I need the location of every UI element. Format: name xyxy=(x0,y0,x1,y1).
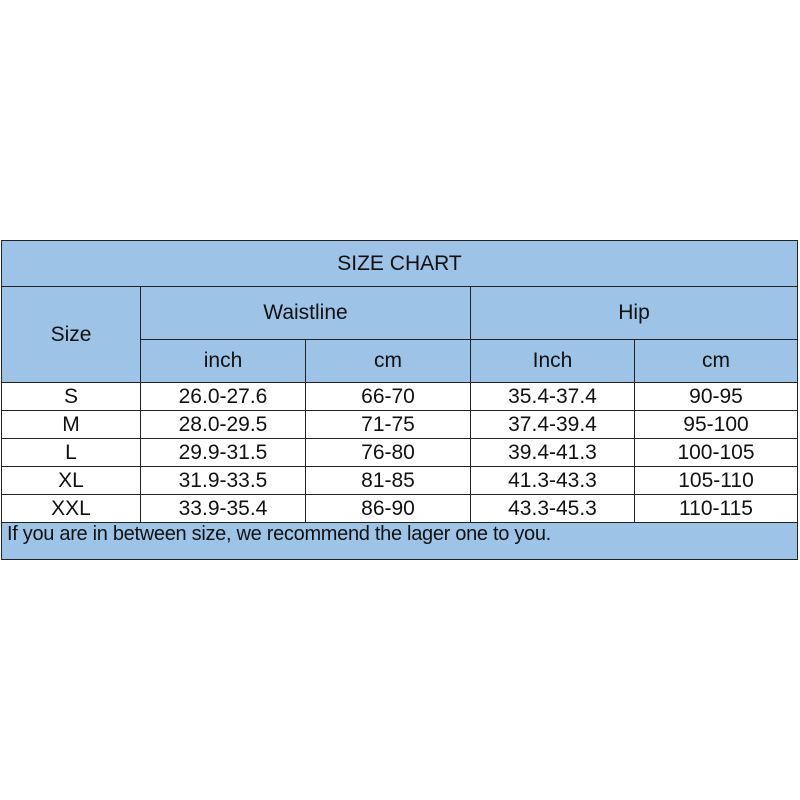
size-cell: L xyxy=(2,439,141,467)
waist-cm-cell: 86-90 xyxy=(306,495,471,523)
waist-cm-cell: 71-75 xyxy=(306,411,471,439)
hip-inch-cell: 39.4-41.3 xyxy=(471,439,635,467)
hip-cm-cell: 95-100 xyxy=(635,411,797,439)
hip-cm-cell: 100-105 xyxy=(635,439,797,467)
hip-inch-cell: 41.3-43.3 xyxy=(471,467,635,495)
hip-inch-cell: 37.4-39.4 xyxy=(471,411,635,439)
hip-cm-cell: 105-110 xyxy=(635,467,797,495)
size-column-header: Size xyxy=(2,287,141,383)
waist-inch-cell: 31.9-33.5 xyxy=(141,467,306,495)
hip-cm-cell: 110-115 xyxy=(635,495,797,523)
waist-inch-cell: 28.0-29.5 xyxy=(141,411,306,439)
size-recommendation-note: If you are in between size, we recommend the lager one to you. xyxy=(7,523,551,545)
hip-cm-header: cm xyxy=(635,340,797,383)
table-title: SIZE CHART xyxy=(2,241,797,287)
waist-cm-cell: 81-85 xyxy=(306,467,471,495)
waist-inch-cell: 26.0-27.6 xyxy=(141,383,306,411)
hip-inch-cell: 43.3-45.3 xyxy=(471,495,635,523)
waist-inch-cell: 33.9-35.4 xyxy=(141,495,306,523)
waist-cm-cell: 66-70 xyxy=(306,383,471,411)
hip-group-header: Hip xyxy=(471,287,797,340)
size-cell: S xyxy=(2,383,141,411)
size-chart-table xyxy=(1,240,798,560)
hip-inch-header: Inch xyxy=(471,340,635,383)
waist-inch-cell: 29.9-31.5 xyxy=(141,439,306,467)
size-cell: M xyxy=(2,411,141,439)
size-cell: XXL xyxy=(2,495,141,523)
waist-cm-cell: 76-80 xyxy=(306,439,471,467)
waistline-group-header: Waistline xyxy=(141,287,471,340)
hip-cm-cell: 90-95 xyxy=(635,383,797,411)
size-cell: XL xyxy=(2,467,141,495)
waist-cm-header: cm xyxy=(306,340,471,383)
hip-inch-cell: 35.4-37.4 xyxy=(471,383,635,411)
waist-inch-header: inch xyxy=(141,340,306,383)
